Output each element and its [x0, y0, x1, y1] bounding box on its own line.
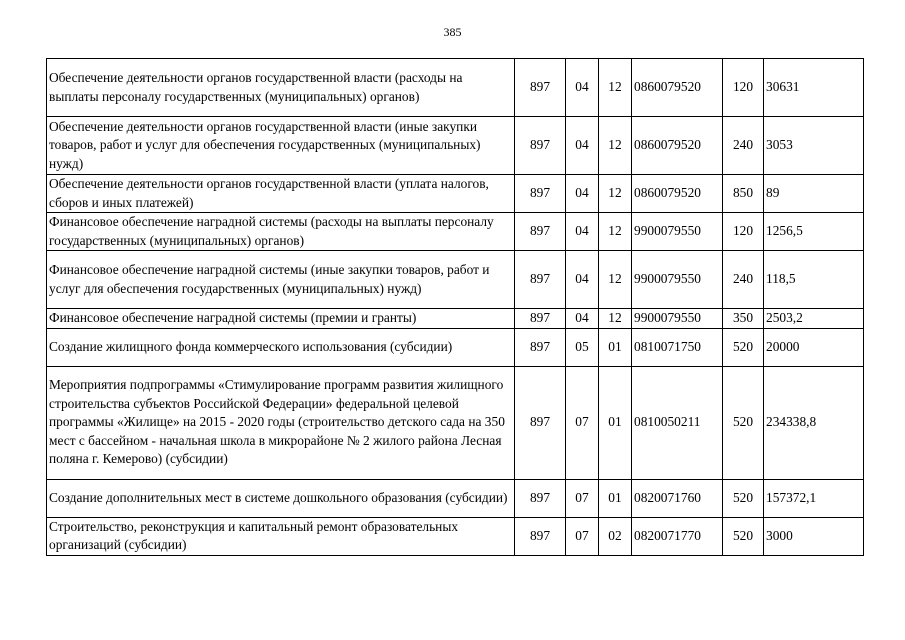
ministry-code: 897	[515, 366, 566, 479]
section-code: 04	[566, 59, 599, 117]
table-row	[47, 59, 864, 117]
expense-name: Финансовое обеспечение наградной системы (иные закупки товаров, работ и услуг для обеспечения государственных (муниципальных) нужд)	[47, 251, 515, 309]
expense-name: Финансовое обеспечение наградной системы (расходы на выплаты персоналу государственных (муниципальных) органов)	[47, 213, 515, 251]
amount-value: 234338,8	[764, 366, 864, 479]
target-article-code: 0860079520	[632, 59, 723, 117]
subsection-code: 02	[599, 517, 632, 555]
amount-value: 2503,2	[764, 309, 864, 329]
table-row	[47, 175, 864, 213]
target-article-code: 9900079550	[632, 251, 723, 309]
amount-value: 157372,1	[764, 479, 864, 517]
subsection-code: 01	[599, 328, 632, 366]
page-number: 385	[443, 25, 462, 39]
amount-value: 3000	[764, 517, 864, 555]
subsection-code: 12	[599, 117, 632, 175]
section-code: 07	[566, 517, 599, 555]
table-row	[47, 251, 864, 309]
section-code: 04	[566, 175, 599, 213]
target-article-code: 0820071770	[632, 517, 723, 555]
section-code: 04	[566, 309, 599, 329]
table-row	[47, 366, 864, 479]
amount-value: 30631	[764, 59, 864, 117]
expense-type-code: 120	[723, 59, 764, 117]
table-row	[47, 213, 864, 251]
ministry-code: 897	[515, 517, 566, 555]
amount-value: 1256,5	[764, 213, 864, 251]
expense-type-code: 520	[723, 366, 764, 479]
amount-value: 20000	[764, 328, 864, 366]
table-row	[47, 309, 864, 329]
expense-name: Обеспечение деятельности органов государственной власти (расходы на выплаты персоналу государственных (муниципальных) органов)	[47, 59, 515, 117]
section-code: 04	[566, 117, 599, 175]
amount-value: 118,5	[764, 251, 864, 309]
target-article-code: 9900079550	[632, 309, 723, 329]
table-row	[47, 117, 864, 175]
expense-name: Финансовое обеспечение наградной системы (премии и гранты)	[47, 309, 515, 329]
section-code: 04	[566, 213, 599, 251]
ministry-code: 897	[515, 251, 566, 309]
ministry-code: 897	[515, 328, 566, 366]
section-code: 07	[566, 479, 599, 517]
target-article-code: 9900079550	[632, 213, 723, 251]
expense-type-code: 120	[723, 213, 764, 251]
expense-type-code: 240	[723, 117, 764, 175]
section-code: 04	[566, 251, 599, 309]
subsection-code: 01	[599, 479, 632, 517]
subsection-code: 12	[599, 213, 632, 251]
expense-type-code: 520	[723, 517, 764, 555]
ministry-code: 897	[515, 479, 566, 517]
expense-type-code: 240	[723, 251, 764, 309]
target-article-code: 0810071750	[632, 328, 723, 366]
table-row	[47, 328, 864, 366]
ministry-code: 897	[515, 309, 566, 329]
target-article-code: 0860079520	[632, 175, 723, 213]
expense-name: Обеспечение деятельности органов государственной власти (уплата налогов, сборов и иных платежей)	[47, 175, 515, 213]
amount-value: 89	[764, 175, 864, 213]
table-row	[47, 479, 864, 517]
expense-type-code: 520	[723, 328, 764, 366]
section-code: 05	[566, 328, 599, 366]
expense-type-code: 850	[723, 175, 764, 213]
amount-value: 3053	[764, 117, 864, 175]
subsection-code: 12	[599, 309, 632, 329]
ministry-code: 897	[515, 213, 566, 251]
ministry-code: 897	[515, 175, 566, 213]
ministry-code: 897	[515, 59, 566, 117]
expense-name: Создание жилищного фонда коммерческого использования (субсидии)	[47, 328, 515, 366]
expense-name: Обеспечение деятельности органов государственной власти (иные закупки товаров, работ и услуг для обеспечения государственных (муниципальных) нужд)	[47, 117, 515, 175]
section-code: 07	[566, 366, 599, 479]
expense-name: Мероприятия подпрограммы «Стимулирование программ развития жилищного строительства субъектов Российской Федерации» федеральной целевой программы «Жилище» на 2015 - 2020 годы (строительство детского сада на 350 мест с бассейном - начальная школа в микрорайоне № 2 жилого района Лесная поляна г. Кемерово) (субсидии)	[47, 366, 515, 479]
subsection-code: 12	[599, 59, 632, 117]
ministry-code: 897	[515, 117, 566, 175]
table-row	[47, 517, 864, 555]
subsection-code: 01	[599, 366, 632, 479]
budget-table	[46, 58, 864, 556]
target-article-code: 0820071760	[632, 479, 723, 517]
target-article-code: 0810050211	[632, 366, 723, 479]
expense-type-code: 520	[723, 479, 764, 517]
expense-name: Создание дополнительных мест в системе дошкольного образования (субсидии)	[47, 479, 515, 517]
expense-type-code: 350	[723, 309, 764, 329]
expense-name: Строительство, реконструкция и капитальный ремонт образовательных организаций (субсидии)	[47, 517, 515, 555]
subsection-code: 12	[599, 175, 632, 213]
target-article-code: 0860079520	[632, 117, 723, 175]
subsection-code: 12	[599, 251, 632, 309]
